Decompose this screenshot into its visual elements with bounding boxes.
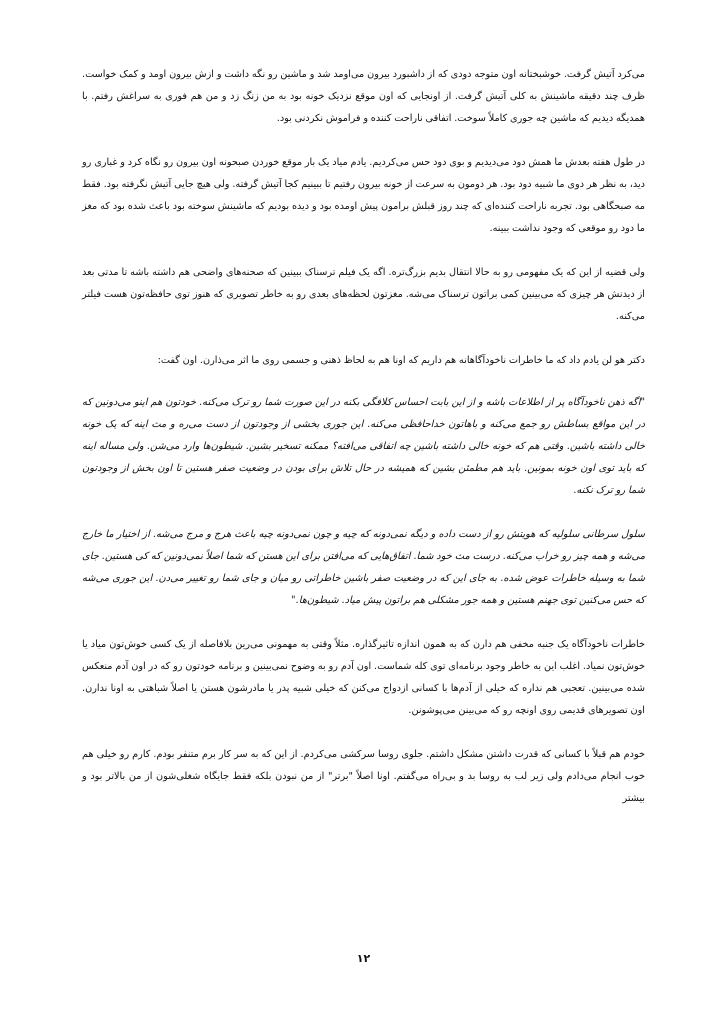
quote-paragraph-subconscious: "اگه ذهن ناخودآگاه پر از اطلاعات باشه و از این بابت احساس کلافگی بکنه در این صورت شما رو ترک می‌کنه. خودتون هم اینو می‌دونین که در این مواقع بساطش رو جمع می‌کنه و باهاتون خداحافظی می‌کنه. این جوری بخشی از وجودتون از دست می‌ره و مث اینه که یک خونه خالی داشته باشین. وقتی هم که خونه خالی داشته باشین چه اتفاقی می‌افته؟ ممکنه تسخیر بشین. شیطون‌ها وارد می‌شن. ولی مساله اینه که باید توی اون خونه بمونین. باید هم مطمئن بشین که همیشه در حال تلاش برای بودن در وضعیت صفر هستین تا اون بخش از وجودتون شما رو ترک نکنه. bbox=[82, 397, 645, 496]
paragraph-hidden-aspect: خاطرات ناخودآگاه یک جنبه مخفی هم دارن که به همون اندازه تاثیرگذاره. مثلاً وقتی به مهمونی می‌رین بلافاصله از یک کسی خوش‌تون میاد یا خوش‌تون نمیاد. اغلب این به خاطر وجود برنامه‌ای توی کله شماست. اون آدم رو به وضوح نمی‌بینین و برنامه خودتون رو که در اون آدم منعکس شده می‌بینین. تعجبی هم نداره که خیلی از آدم‌ها با کسانی ازدواج می‌کنن که خیلی شبیه پدر یا مادرشون هستن یا اصلاً شباهتی به اونا ندارن. اون تصویرهای قدیمی روی اونچه رو که می‌بینن می‌پوشونن. bbox=[82, 639, 645, 716]
paragraph-horror-film: ولی قضیه از این که یک مفهومی رو به حالا انتقال بدیم بزرگ‌تره. اگه یک فیلم ترسناک ببینین که صحنه‌های واضحی هم داشته باشه تا مدتی بعد از دیدنش هر چیزی که می‌بینین کمی براتون ترسناک می‌شه. مغزتون لحظه‌های بعدی رو به خاطر تصویری که هنوز توی حافظه‌تون هست فیلتر می‌کنه. bbox=[82, 267, 645, 322]
paragraph-smoke-week: در طول هفته بعدش ما همش دود می‌دیدیم و بوی دود حس می‌کردیم. یادم میاد یک بار موقع خوردن صبحونه اون بیرون رو نگاه کرد و غباری رو دید، به نظر هر دوی ما شبیه دود بود. هر دومون به سرعت از خونه بیرون رفتیم تا ببینیم کجا آتیش گرفته. ولی هیچ جایی آتیش نگرفته بود. فقط مه صبحگاهی بود. تجربه ناراحت کننده‌ای که چند روز قبلش برامون پیش اومده بود و دیده بودیم که ماشینش سوخته بود باعث شده بود که مغز ما دود رو موقعی که وجود نداشت ببینه. bbox=[82, 157, 645, 234]
quote-paragraph-cancer-cell: سلول سرطانی سلولیه که هویتش رو از دست داده و دیگه نمی‌دونه که چیه و چون نمی‌دونه چیه باعث هرج و مرج می‌شه. از اختیار ما خارج می‌شه و همه چیز رو خراب می‌کنه. درست مث خود شما. اتفاق‌هایی که می‌افتن برای این هستن که شما اصلاً نمی‌دونین که کی هستین. جای شما به وسیله خاطرات عوض شده. به جای این که در وضعیت صفر باشین خاطراتی رو میان و جای شما رو تغییر می‌دن. این جوری می‌شه که حس می‌کنین توی جهنم هستین و همه جور مشکلی هم براتون پیش میاد. شیطون‌ها." bbox=[82, 529, 645, 606]
paragraph-car-fire: می‌کرد آتیش گرفت. خوشبختانه اون متوجه دودی که از داشبورد بیرون می‌اومد شد و ماشین رو نگه داشت و ازش بیرون اومد و کمک خواست. ظرف چند دقیقه ماشینش به کلی آتیش گرفت. از اونجایی که اون موقع نزدیک خونه بود به من زنگ زد و من هم فوری به سراغش رفتم. با همدیگه دیدیم که ماشین چه جوری کاملاً سوخت. اتفاقی ناراحت کننده و فراموش نکردنی بود. bbox=[82, 69, 645, 124]
page-number: ۱۲ bbox=[356, 952, 371, 965]
paragraph-dr-hew-len: دکتر هو لن یادم داد که ما خاطرات ناخودآگاهانه هم داریم که اونا هم به لحاظ ذهنی و جسمی روی ما اثر می‌ذارن. اون گفت: bbox=[157, 355, 645, 366]
paragraph-authority: خودم هم قبلاً با کسانی که قدرت داشتن مشکل داشتم. جلوی روسا سرکشی می‌کردم. از این که به سر کار برم متنفر بودم. کارم رو خیلی هم خوب انجام می‌دادم ولی زیر لب به روسا بد و بی‌راه می‌گفتم. اونا اصلاً "برتر" از من نبودن بلکه فقط جایگاه شغلی‌شون از من بالاتر بود و بیشتر bbox=[82, 749, 645, 804]
